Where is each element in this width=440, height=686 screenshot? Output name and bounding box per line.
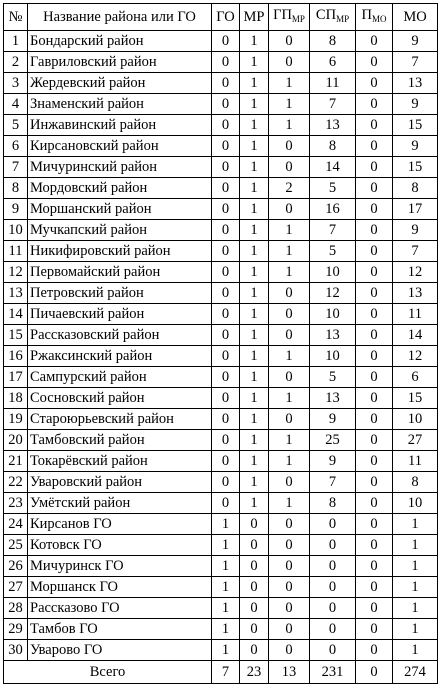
total-mo: 274 <box>393 661 438 684</box>
cell-mr: 1 <box>240 304 269 325</box>
cell-name: Инжавинский район <box>28 115 212 136</box>
cell-go: 0 <box>212 451 240 472</box>
cell-mo: 13 <box>393 283 438 304</box>
cell-mr: 1 <box>240 262 269 283</box>
cell-mr: 1 <box>240 388 269 409</box>
table-row <box>4 73 438 94</box>
cell-go: 1 <box>212 535 240 556</box>
cell-name: Мичуринский район <box>28 157 212 178</box>
cell-gp: 0 <box>269 367 310 388</box>
cell-sp: 0 <box>310 619 356 640</box>
cell-p: 0 <box>356 178 393 199</box>
table-row <box>4 178 438 199</box>
cell-mr: 1 <box>240 346 269 367</box>
table-row <box>4 220 438 241</box>
cell-gp: 1 <box>269 346 310 367</box>
cell-num: 25 <box>4 535 28 556</box>
cell-mo: 7 <box>393 52 438 73</box>
cell-gp: 0 <box>269 325 310 346</box>
table-row <box>4 241 438 262</box>
cell-mo: 17 <box>393 199 438 220</box>
cell-mr: 1 <box>240 31 269 52</box>
cell-gp: 0 <box>269 157 310 178</box>
cell-name: Уварово ГО <box>28 640 212 661</box>
cell-mo: 1 <box>393 577 438 598</box>
cell-sp: 10 <box>310 262 356 283</box>
table-row <box>4 514 438 535</box>
cell-sp: 10 <box>310 346 356 367</box>
cell-name: Сампурский район <box>28 367 212 388</box>
cell-mo: 10 <box>393 409 438 430</box>
cell-name: Уваровский район <box>28 472 212 493</box>
cell-num: 2 <box>4 52 28 73</box>
cell-mr: 0 <box>240 577 269 598</box>
cell-mo: 12 <box>393 346 438 367</box>
table-row <box>4 451 438 472</box>
table-row <box>4 472 438 493</box>
cell-p: 0 <box>356 262 393 283</box>
cell-num: 11 <box>4 241 28 262</box>
header-num: № <box>4 4 28 31</box>
table-row <box>4 598 438 619</box>
cell-p: 0 <box>356 31 393 52</box>
cell-sp: 6 <box>310 52 356 73</box>
cell-mo: 1 <box>393 619 438 640</box>
cell-name: Тамбовский район <box>28 430 212 451</box>
table-row <box>4 31 438 52</box>
cell-mr: 1 <box>240 73 269 94</box>
cell-p: 0 <box>356 493 393 514</box>
cell-num: 3 <box>4 73 28 94</box>
cell-sp: 9 <box>310 451 356 472</box>
cell-mr: 0 <box>240 556 269 577</box>
table-row <box>4 409 438 430</box>
cell-sp: 5 <box>310 241 356 262</box>
cell-sp: 0 <box>310 514 356 535</box>
header-gp <box>269 4 310 31</box>
cell-mo: 27 <box>393 430 438 451</box>
cell-sp: 12 <box>310 283 356 304</box>
cell-name: Токарёвский район <box>28 451 212 472</box>
table-row <box>4 556 438 577</box>
table-row <box>4 493 438 514</box>
cell-mo: 1 <box>393 514 438 535</box>
cell-mr: 0 <box>240 598 269 619</box>
table-row <box>4 367 438 388</box>
cell-mr: 1 <box>240 409 269 430</box>
cell-go: 0 <box>212 472 240 493</box>
cell-num: 8 <box>4 178 28 199</box>
cell-name: Жердевский район <box>28 73 212 94</box>
cell-gp: 1 <box>269 430 310 451</box>
cell-num: 28 <box>4 598 28 619</box>
cell-gp: 0 <box>269 52 310 73</box>
table-row <box>4 157 438 178</box>
cell-mr: 1 <box>240 241 269 262</box>
cell-name: Гавриловский район <box>28 52 212 73</box>
table-row <box>4 388 438 409</box>
cell-p: 0 <box>356 577 393 598</box>
cell-mr: 1 <box>240 157 269 178</box>
cell-go: 0 <box>212 220 240 241</box>
table-row <box>4 94 438 115</box>
cell-num: 16 <box>4 346 28 367</box>
cell-mr: 0 <box>240 619 269 640</box>
cell-sp: 5 <box>310 178 356 199</box>
cell-mo: 11 <box>393 451 438 472</box>
table-row <box>4 430 438 451</box>
header-sp <box>310 4 356 31</box>
cell-go: 0 <box>212 31 240 52</box>
cell-num: 30 <box>4 640 28 661</box>
cell-go: 1 <box>212 556 240 577</box>
cell-go: 0 <box>212 346 240 367</box>
total-sp: 231 <box>310 661 356 684</box>
header-name: Название района или ГО <box>28 4 212 31</box>
cell-gp: 0 <box>269 283 310 304</box>
cell-name: Моршанский район <box>28 199 212 220</box>
cell-gp: 0 <box>269 619 310 640</box>
cell-gp: 1 <box>269 388 310 409</box>
cell-name: Ржаксинский район <box>28 346 212 367</box>
cell-p: 0 <box>356 199 393 220</box>
cell-go: 0 <box>212 493 240 514</box>
cell-sp: 5 <box>310 367 356 388</box>
cell-go: 1 <box>212 640 240 661</box>
cell-mo: 14 <box>393 325 438 346</box>
cell-num: 12 <box>4 262 28 283</box>
cell-mo: 1 <box>393 535 438 556</box>
cell-gp: 1 <box>269 241 310 262</box>
cell-go: 0 <box>212 283 240 304</box>
cell-name: Сосновский район <box>28 388 212 409</box>
cell-go: 1 <box>212 514 240 535</box>
cell-go: 0 <box>212 304 240 325</box>
cell-sp: 16 <box>310 199 356 220</box>
cell-num: 13 <box>4 283 28 304</box>
cell-name: Первомайский район <box>28 262 212 283</box>
cell-p: 0 <box>356 556 393 577</box>
cell-mo: 7 <box>393 241 438 262</box>
cell-mo: 12 <box>393 262 438 283</box>
cell-go: 0 <box>212 409 240 430</box>
cell-p: 0 <box>356 598 393 619</box>
cell-mr: 1 <box>240 451 269 472</box>
cell-go: 0 <box>212 136 240 157</box>
cell-mo: 6 <box>393 367 438 388</box>
cell-sp: 7 <box>310 472 356 493</box>
cell-p: 0 <box>356 535 393 556</box>
cell-num: 9 <box>4 199 28 220</box>
cell-sp: 7 <box>310 220 356 241</box>
table-row <box>4 619 438 640</box>
cell-num: 6 <box>4 136 28 157</box>
header-p-sub: МО <box>371 14 387 24</box>
cell-name: Мордовский район <box>28 178 212 199</box>
header-sp-sub: МР <box>336 14 350 24</box>
cell-gp: 0 <box>269 409 310 430</box>
cell-num: 19 <box>4 409 28 430</box>
cell-gp: 0 <box>269 199 310 220</box>
cell-gp: 1 <box>269 94 310 115</box>
cell-p: 0 <box>356 451 393 472</box>
cell-sp: 13 <box>310 325 356 346</box>
cell-mo: 9 <box>393 94 438 115</box>
cell-num: 1 <box>4 31 28 52</box>
cell-p: 0 <box>356 346 393 367</box>
cell-p: 0 <box>356 430 393 451</box>
table-row <box>4 535 438 556</box>
cell-mr: 1 <box>240 199 269 220</box>
table-row <box>4 115 438 136</box>
cell-go: 0 <box>212 262 240 283</box>
total-p: 0 <box>356 661 393 684</box>
cell-sp: 0 <box>310 556 356 577</box>
cell-mo: 11 <box>393 304 438 325</box>
cell-go: 1 <box>212 598 240 619</box>
cell-name: Тамбов ГО <box>28 619 212 640</box>
table-body <box>4 31 438 661</box>
cell-name: Староюрьевский район <box>28 409 212 430</box>
header-mo: МО <box>393 4 438 31</box>
cell-gp: 0 <box>269 598 310 619</box>
cell-num: 29 <box>4 619 28 640</box>
cell-sp: 0 <box>310 577 356 598</box>
table-row <box>4 283 438 304</box>
cell-mo: 9 <box>393 136 438 157</box>
cell-mo: 8 <box>393 178 438 199</box>
municipalities-table <box>3 3 438 684</box>
cell-mr: 1 <box>240 472 269 493</box>
cell-mo: 13 <box>393 73 438 94</box>
cell-num: 15 <box>4 325 28 346</box>
cell-p: 0 <box>356 283 393 304</box>
table-row <box>4 325 438 346</box>
cell-mr: 0 <box>240 514 269 535</box>
cell-mo: 9 <box>393 220 438 241</box>
cell-go: 0 <box>212 241 240 262</box>
cell-go: 0 <box>212 94 240 115</box>
cell-go: 1 <box>212 577 240 598</box>
cell-sp: 9 <box>310 409 356 430</box>
cell-num: 21 <box>4 451 28 472</box>
cell-name: Пичаевский район <box>28 304 212 325</box>
table-row <box>4 577 438 598</box>
cell-gp: 0 <box>269 640 310 661</box>
header-go: ГО <box>212 4 240 31</box>
table-row <box>4 136 438 157</box>
header-p <box>356 4 393 31</box>
header-row <box>4 4 438 31</box>
cell-mo: 15 <box>393 157 438 178</box>
cell-gp: 0 <box>269 304 310 325</box>
cell-num: 23 <box>4 493 28 514</box>
total-row <box>4 661 438 684</box>
cell-p: 0 <box>356 325 393 346</box>
cell-num: 24 <box>4 514 28 535</box>
cell-p: 0 <box>356 514 393 535</box>
cell-sp: 13 <box>310 388 356 409</box>
cell-go: 0 <box>212 430 240 451</box>
header-gp-main: ГП <box>273 7 292 23</box>
cell-p: 0 <box>356 619 393 640</box>
cell-mr: 1 <box>240 178 269 199</box>
cell-name: Кирсановский район <box>28 136 212 157</box>
cell-mr: 1 <box>240 52 269 73</box>
cell-go: 0 <box>212 52 240 73</box>
cell-mo: 9 <box>393 31 438 52</box>
cell-gp: 1 <box>269 493 310 514</box>
cell-mo: 10 <box>393 493 438 514</box>
cell-gp: 2 <box>269 178 310 199</box>
cell-mo: 1 <box>393 556 438 577</box>
cell-mr: 1 <box>240 325 269 346</box>
header-p-main: П <box>361 7 372 23</box>
cell-go: 0 <box>212 157 240 178</box>
cell-name: Знаменский район <box>28 94 212 115</box>
cell-p: 0 <box>356 115 393 136</box>
table-row <box>4 262 438 283</box>
cell-num: 10 <box>4 220 28 241</box>
cell-name: Рассказово ГО <box>28 598 212 619</box>
cell-num: 20 <box>4 430 28 451</box>
total-label: Всего <box>4 661 212 684</box>
cell-sp: 7 <box>310 94 356 115</box>
cell-gp: 0 <box>269 472 310 493</box>
cell-mr: 1 <box>240 136 269 157</box>
cell-sp: 14 <box>310 157 356 178</box>
cell-p: 0 <box>356 157 393 178</box>
cell-mr: 1 <box>240 283 269 304</box>
cell-mo: 15 <box>393 388 438 409</box>
cell-sp: 0 <box>310 598 356 619</box>
table-row <box>4 199 438 220</box>
cell-go: 0 <box>212 325 240 346</box>
cell-mr: 0 <box>240 640 269 661</box>
cell-mo: 15 <box>393 115 438 136</box>
cell-num: 7 <box>4 157 28 178</box>
cell-mr: 1 <box>240 94 269 115</box>
cell-name: Мичуринск ГО <box>28 556 212 577</box>
total-mr: 23 <box>240 661 269 684</box>
cell-gp: 1 <box>269 451 310 472</box>
total-go: 7 <box>212 661 240 684</box>
cell-num: 5 <box>4 115 28 136</box>
cell-gp: 1 <box>269 262 310 283</box>
cell-name: Рассказовский район <box>28 325 212 346</box>
cell-gp: 0 <box>269 136 310 157</box>
cell-p: 0 <box>356 409 393 430</box>
cell-p: 0 <box>356 220 393 241</box>
cell-p: 0 <box>356 640 393 661</box>
cell-gp: 0 <box>269 535 310 556</box>
header-mr: МР <box>240 4 269 31</box>
cell-mr: 0 <box>240 535 269 556</box>
cell-name: Никифировский район <box>28 241 212 262</box>
cell-name: Петровский район <box>28 283 212 304</box>
cell-gp: 1 <box>269 115 310 136</box>
cell-gp: 0 <box>269 556 310 577</box>
cell-name: Кирсанов ГО <box>28 514 212 535</box>
cell-name: Бондарский район <box>28 31 212 52</box>
cell-num: 18 <box>4 388 28 409</box>
cell-sp: 8 <box>310 493 356 514</box>
cell-mr: 1 <box>240 220 269 241</box>
cell-name: Мучкапский район <box>28 220 212 241</box>
cell-gp: 1 <box>269 73 310 94</box>
cell-mr: 1 <box>240 367 269 388</box>
cell-go: 0 <box>212 199 240 220</box>
cell-sp: 11 <box>310 73 356 94</box>
cell-sp: 8 <box>310 136 356 157</box>
cell-mo: 1 <box>393 598 438 619</box>
cell-sp: 0 <box>310 640 356 661</box>
table-row <box>4 346 438 367</box>
cell-go: 0 <box>212 388 240 409</box>
cell-name: Умётский район <box>28 493 212 514</box>
cell-num: 17 <box>4 367 28 388</box>
cell-sp: 25 <box>310 430 356 451</box>
cell-gp: 1 <box>269 220 310 241</box>
cell-p: 0 <box>356 388 393 409</box>
table-row <box>4 304 438 325</box>
cell-p: 0 <box>356 73 393 94</box>
cell-go: 1 <box>212 619 240 640</box>
cell-mo: 8 <box>393 472 438 493</box>
cell-sp: 13 <box>310 115 356 136</box>
cell-p: 0 <box>356 304 393 325</box>
table-row <box>4 52 438 73</box>
cell-gp: 0 <box>269 514 310 535</box>
cell-sp: 0 <box>310 535 356 556</box>
cell-num: 4 <box>4 94 28 115</box>
cell-num: 27 <box>4 577 28 598</box>
cell-mr: 1 <box>240 493 269 514</box>
cell-num: 14 <box>4 304 28 325</box>
cell-gp: 0 <box>269 577 310 598</box>
cell-p: 0 <box>356 136 393 157</box>
cell-p: 0 <box>356 241 393 262</box>
cell-p: 0 <box>356 52 393 73</box>
cell-num: 26 <box>4 556 28 577</box>
cell-go: 0 <box>212 115 240 136</box>
cell-sp: 10 <box>310 304 356 325</box>
cell-p: 0 <box>356 472 393 493</box>
header-gp-sub: МР <box>291 14 305 24</box>
cell-mr: 1 <box>240 115 269 136</box>
cell-p: 0 <box>356 94 393 115</box>
cell-sp: 8 <box>310 31 356 52</box>
cell-go: 0 <box>212 178 240 199</box>
cell-gp: 0 <box>269 31 310 52</box>
cell-name: Котовск ГО <box>28 535 212 556</box>
cell-num: 22 <box>4 472 28 493</box>
cell-go: 0 <box>212 73 240 94</box>
cell-mr: 1 <box>240 430 269 451</box>
cell-go: 0 <box>212 367 240 388</box>
table-row <box>4 640 438 661</box>
cell-name: Моршанск ГО <box>28 577 212 598</box>
cell-mo: 1 <box>393 640 438 661</box>
total-gp: 13 <box>269 661 310 684</box>
cell-p: 0 <box>356 367 393 388</box>
header-sp-main: СП <box>315 7 337 23</box>
